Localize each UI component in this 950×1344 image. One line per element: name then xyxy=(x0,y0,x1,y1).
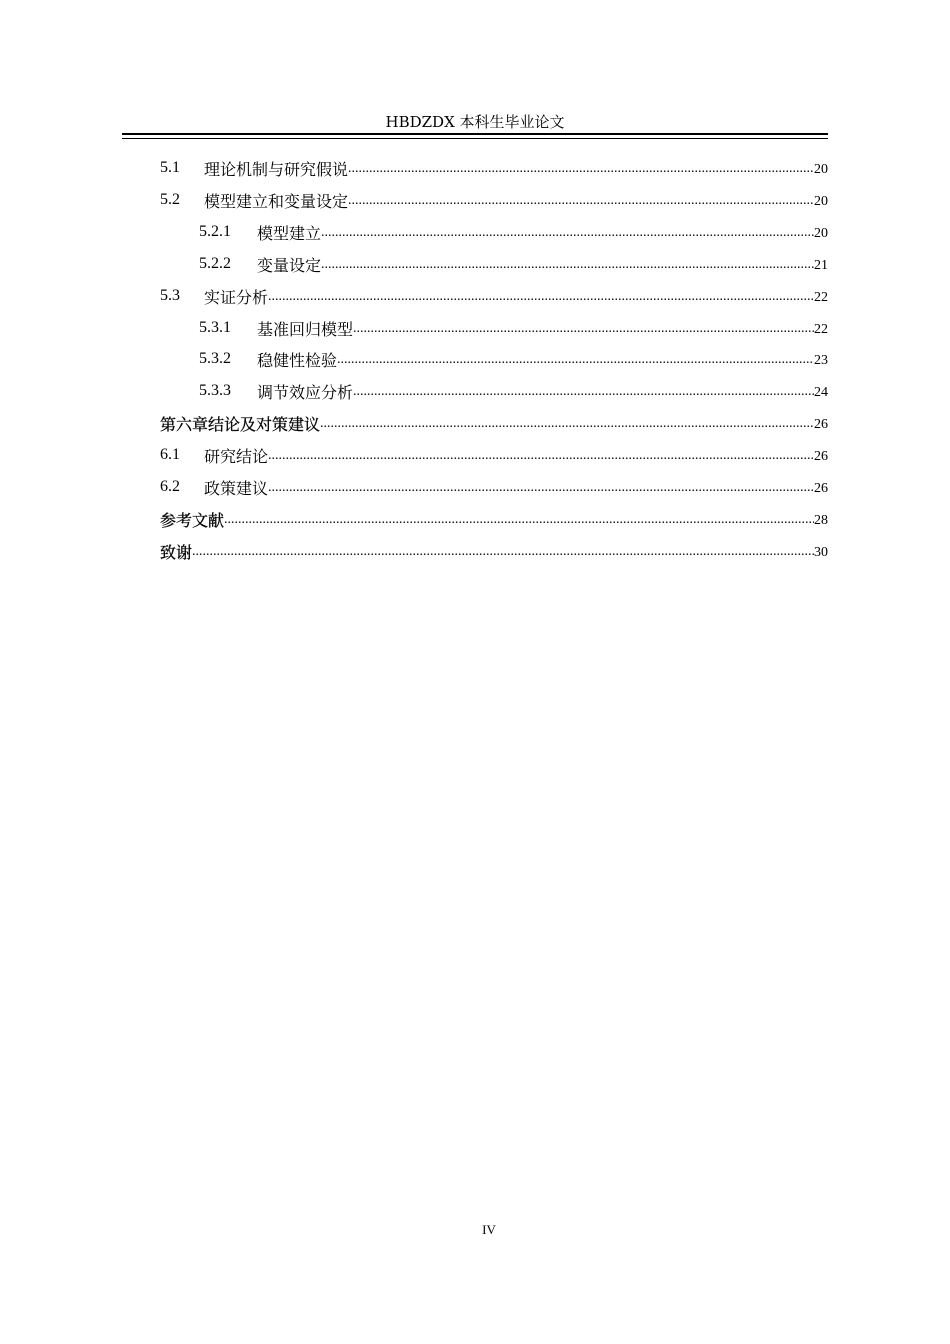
toc-entry-number: 5.3.1 xyxy=(199,319,231,336)
toc-entry-page: 26 xyxy=(814,416,828,432)
toc-entry-references[interactable] xyxy=(160,503,828,535)
toc-entry-page: 20 xyxy=(814,225,828,241)
toc-entry-title: 政策建议 xyxy=(204,478,269,498)
toc-entry-page: 22 xyxy=(814,289,828,305)
dot-leader xyxy=(337,352,814,368)
toc-chapter-label: 第六章 xyxy=(160,414,209,434)
toc-entry-5-2-1[interactable] xyxy=(199,216,828,248)
toc-entry-page: 26 xyxy=(814,480,828,496)
toc-entry-title: 结论及对策建议 xyxy=(208,414,321,434)
page-number: IV xyxy=(482,1222,496,1237)
toc-entry-5-3[interactable] xyxy=(160,280,828,312)
toc-entry-5-1[interactable] xyxy=(160,152,828,184)
dot-leader xyxy=(321,225,814,241)
toc-entry-number: 5.3.3 xyxy=(199,382,231,399)
toc-entry-title: 稳健性检验 xyxy=(257,350,338,370)
dot-leader xyxy=(348,161,814,177)
toc-entry-page: 20 xyxy=(814,161,828,177)
dot-leader xyxy=(348,193,814,209)
toc-entry-5-2[interactable] xyxy=(160,184,828,216)
dot-leader xyxy=(268,480,814,496)
toc-entry-number: 5.1 xyxy=(160,159,180,176)
dot-leader xyxy=(353,321,814,337)
toc-entry-page: 24 xyxy=(814,384,828,400)
toc-entry-6-2[interactable] xyxy=(160,471,828,503)
dot-leader xyxy=(224,512,814,528)
toc-entry-acknowledgements[interactable] xyxy=(160,535,828,567)
toc-entry-chapter-6[interactable] xyxy=(160,407,828,439)
toc-entry-title: 致谢 xyxy=(160,542,193,562)
running-header: HBDZDX 本科生毕业论文 xyxy=(385,113,565,131)
toc-entry-title: 研究结论 xyxy=(204,446,269,466)
toc-entry-page: 20 xyxy=(814,193,828,209)
header-rule xyxy=(122,133,828,139)
toc-entry-page: 26 xyxy=(814,448,828,464)
toc-entry-title: 调节效应分析 xyxy=(257,382,354,402)
dot-leader xyxy=(192,544,814,560)
toc-entry-number: 5.2.1 xyxy=(199,223,231,240)
toc-entry-title: 基准回归模型 xyxy=(257,319,354,339)
dot-leader xyxy=(321,257,814,273)
dot-leader xyxy=(320,416,814,432)
toc-entry-page: 21 xyxy=(814,257,828,273)
toc-entry-number: 6.2 xyxy=(160,478,180,495)
toc-entry-title: 模型建立 xyxy=(257,223,322,243)
toc-entry-page: 22 xyxy=(814,321,828,337)
toc-entry-number: 5.3 xyxy=(160,287,180,304)
toc-entry-title: 实证分析 xyxy=(204,287,269,307)
dot-leader xyxy=(268,289,814,305)
toc-entry-number: 6.1 xyxy=(160,446,180,463)
toc-entry-title: 变量设定 xyxy=(257,255,322,275)
toc-entry-5-3-1[interactable] xyxy=(199,312,828,344)
toc-entry-5-3-2[interactable] xyxy=(199,343,828,375)
toc-entry-6-1[interactable] xyxy=(160,439,828,471)
toc-entry-number: 5.2 xyxy=(160,191,180,208)
toc-entry-number: 5.3.2 xyxy=(199,350,231,367)
toc-entry-page: 23 xyxy=(814,352,828,368)
toc-entry-title: 理论机制与研究假说 xyxy=(204,159,349,179)
toc-entry-page: 30 xyxy=(814,544,828,560)
toc-entry-5-3-3[interactable] xyxy=(199,375,828,407)
toc-entry-5-2-2[interactable] xyxy=(199,248,828,280)
toc-entry-title: 模型建立和变量设定 xyxy=(204,191,349,211)
toc-entry-number: 5.2.2 xyxy=(199,255,231,272)
toc-entry-title: 参考文献 xyxy=(160,510,225,530)
dot-leader xyxy=(353,384,814,400)
toc-entry-page: 28 xyxy=(814,512,828,528)
dot-leader xyxy=(268,448,814,464)
